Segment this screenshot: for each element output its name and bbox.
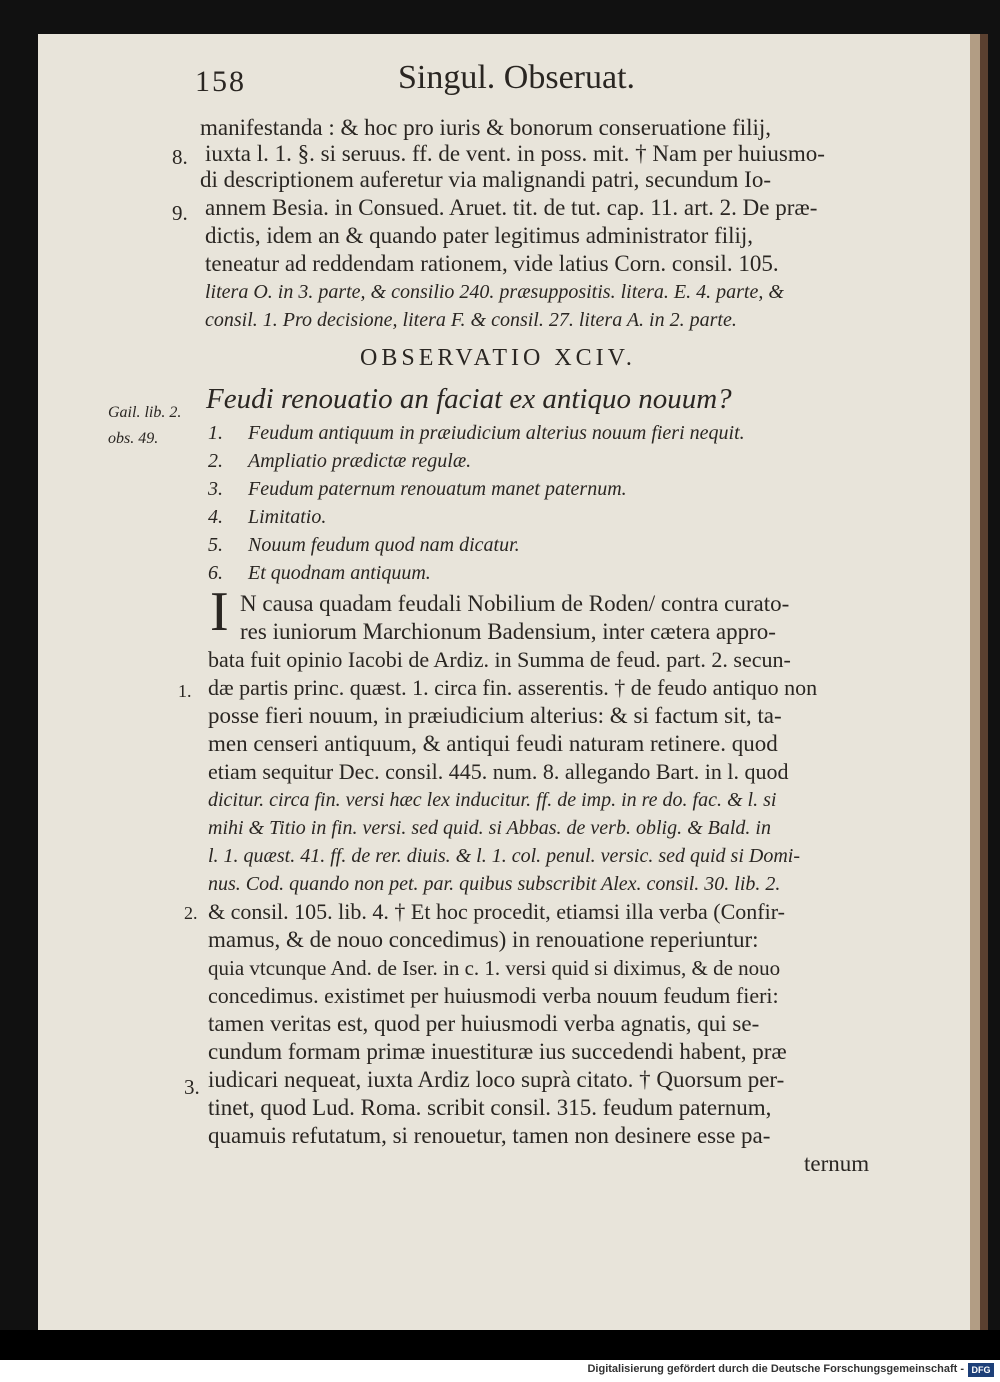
body-main-line: dicitur. circa fin. versi hæc lex inducitur. ff. de imp. in re do. fac. & l. si bbox=[208, 789, 777, 811]
body-main-line: mihi & Titio in fin. versi. sed quid. si Abbas. de verb. oblig. & Bald. in bbox=[208, 817, 771, 839]
margin-number-8: 8. bbox=[172, 145, 188, 169]
dfg-logo: DFG bbox=[968, 1363, 994, 1377]
body-main-line: bata fuit opinio Iacobi de Ardiz. in Summa de feud. part. 2. secun- bbox=[208, 647, 791, 672]
body-line-4: annem Besia. in Consued. Aruet. tit. de tut. cap. 11. art. 2. De præ- bbox=[205, 195, 818, 220]
body-line-2: iuxta l. 1. §. si seruus. ff. de vent. in poss. mit. † Nam per huiusmo- bbox=[205, 141, 825, 166]
margin-number-2: 2. bbox=[184, 903, 198, 923]
body-main-line: & consil. 105. lib. 4. † Et hoc procedit, etiamsi illa verba (Confir- bbox=[208, 899, 785, 924]
body-main-line: concedimus. existimet per huiusmodi verba nouum feudum fieri: bbox=[208, 983, 779, 1008]
footer-bar bbox=[0, 1360, 1000, 1382]
margin-reference-1: Gail. lib. 2. bbox=[108, 404, 182, 421]
body-main-line: quamuis refutatum, si renouetur, tamen non desinere esse pa- bbox=[208, 1123, 771, 1148]
body-line-5: dictis, idem an & quando pater legitimus administrator filij, bbox=[205, 223, 754, 248]
summary-item: 5. Nouum feudum quod nam dicatur. bbox=[208, 534, 520, 556]
body-line-1: manifestanda : & hoc pro iuris & bonorum conseruatione filij, bbox=[200, 115, 772, 140]
footer-credit: Digitalisierung gefördert durch die Deutsche Forschungsgemeinschaft - bbox=[587, 1363, 964, 1375]
drop-cap: I bbox=[210, 581, 229, 643]
body-main-line: mamus, & de nouo concedimus) in renouatione reperiuntur: bbox=[208, 927, 759, 952]
body-line-3: di descriptionem auferetur via malignandi patri, secundum Io- bbox=[200, 167, 771, 192]
margin-number-1: 1. bbox=[178, 681, 192, 701]
page-edge bbox=[970, 34, 980, 1330]
margin-number-3: 3. bbox=[184, 1075, 200, 1099]
body-main-line: nus. Cod. quando non pet. par. quibus subscribit Alex. consil. 30. lib. 2. bbox=[208, 873, 781, 895]
body-main-line: posse fieri nouum, in præiudicium alterius: & si factum sit, ta- bbox=[208, 703, 782, 728]
body-main-line: etiam sequitur Dec. consil. 445. num. 8. allegando Bart. in l. quod bbox=[208, 759, 789, 784]
observation-heading: OBSERVATIO XCIV. bbox=[360, 345, 636, 371]
summary-item: 3. Feudum paternum renouatum manet paternum. bbox=[208, 478, 627, 500]
body-main-line: tamen veritas est, quod per huiusmodi verba agnatis, qui se- bbox=[208, 1011, 760, 1036]
summary-item: 6. Et quodnam antiquum. bbox=[208, 562, 431, 584]
book-page bbox=[38, 34, 970, 1330]
body-main-line: res iuniorum Marchionum Badensium, inter cætera appro- bbox=[240, 619, 776, 644]
body-main-line: iudicari nequeat, iuxta Ardiz loco suprà citato. † Quorsum per- bbox=[208, 1067, 785, 1092]
body-line-6: teneatur ad reddendam rationem, vide latius Corn. consil. 105. bbox=[205, 251, 779, 276]
margin-reference-2: obs. 49. bbox=[108, 430, 159, 447]
body-main-line: quia vtcunque And. de Iser. in c. 1. versi quid si diximus, & de nouo bbox=[208, 956, 781, 980]
body-line-8: consil. 1. Pro decisione, litera F. & consil. 27. litera A. in 2. parte. bbox=[205, 309, 737, 331]
body-main-line: tinet, quod Lud. Roma. scribit consil. 315. feudum paternum, bbox=[208, 1095, 772, 1120]
running-head: Singul. Obseruat. bbox=[398, 59, 636, 96]
catchword: ternum bbox=[804, 1151, 870, 1176]
body-line-7: litera O. in 3. parte, & consilio 240. præsuppositis. litera. E. 4. parte, & bbox=[205, 281, 784, 303]
body-main-line: men censeri antiquum, & antiqui feudi naturam retinere. quod bbox=[208, 731, 778, 756]
observation-title: Feudi renouatio an faciat ex antiquo nouum? bbox=[206, 383, 732, 415]
body-main-line: dæ partis princ. quæst. 1. circa fin. asserentis. † de feudo antiquo non bbox=[208, 675, 818, 700]
summary-item: 1. Feudum antiquum in præiudicium alterius nouum fieri nequit. bbox=[208, 422, 745, 444]
body-main-line: l. 1. quæst. 41. ff. de rer. diuis. & l. 1. col. penul. versic. sed quid si Domi- bbox=[208, 845, 801, 867]
body-main-line: N causa quadam feudali Nobilium de Roden/ contra curato- bbox=[240, 591, 790, 616]
summary-item: 4. Limitatio. bbox=[208, 506, 327, 528]
book-cover-edge bbox=[980, 34, 988, 1330]
page-number: 158 bbox=[195, 65, 246, 98]
body-main-line: cundum formam primæ inuestituræ ius succedendi habent, præ bbox=[208, 1039, 787, 1064]
summary-item: 2. Ampliatio prædictæ regulæ. bbox=[208, 450, 472, 472]
margin-number-9: 9. bbox=[172, 201, 188, 225]
